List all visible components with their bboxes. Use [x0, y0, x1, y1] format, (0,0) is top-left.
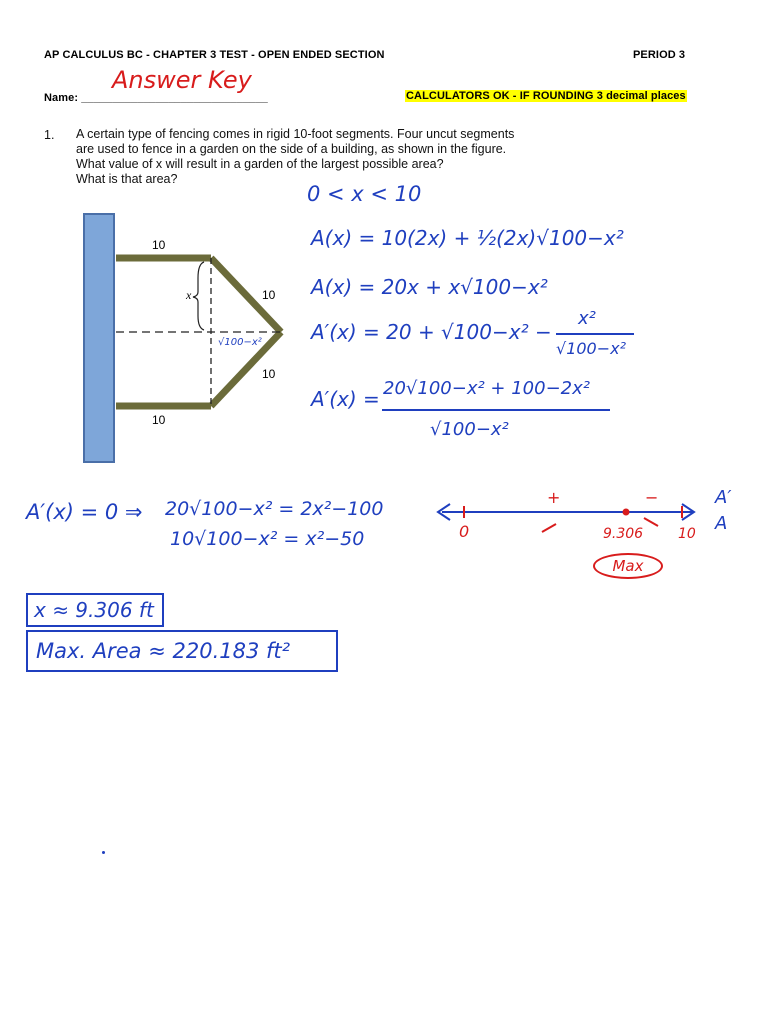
decreasing-arrow — [644, 518, 658, 526]
critical-point-dot — [623, 509, 630, 516]
derivative-2-numerator: 20√100−x² + 100−2x² — [383, 378, 590, 399]
figure-upper-slant-label: 10 — [262, 288, 276, 302]
period-label: PERIOD 3 — [633, 49, 686, 61]
sign-plus: + — [547, 488, 561, 507]
derivative-1-denominator: √100−x² — [556, 339, 627, 358]
figure-bottom-label: 10 — [152, 413, 166, 427]
derivative-1-numerator: x² — [578, 308, 596, 329]
problem-line: are used to fence in a garden on the side of a building, as shown in the figure. — [76, 142, 507, 156]
problem-line: What is that area? — [76, 172, 178, 186]
problem-line: A certain type of fencing comes in rigid 10-foot segments. Four uncut segments — [76, 127, 515, 141]
calculator-note: CALCULATORS OK - IF ROUNDING 3 decimal places — [406, 90, 686, 102]
x-brace — [193, 262, 204, 330]
solve-step-2: 10√100−x² = x²−50 — [170, 528, 365, 550]
stray-dot — [102, 851, 105, 854]
name-label: Name: ______________________________ — [44, 92, 268, 104]
derivative-1-fraction-bar — [556, 333, 634, 335]
figure-x-label: x — [186, 288, 192, 302]
problem-text — [76, 127, 566, 187]
solve-step-1: 20√100−x² = 2x²−100 — [165, 498, 384, 520]
sign-row-function: A — [715, 513, 728, 534]
critical-point-setup: A′(x) = 0 ⇒ — [26, 500, 143, 524]
figure-lower-slant-label: 10 — [262, 367, 276, 381]
sign-chart — [430, 488, 720, 548]
answer-x-value: x ≈ 9.306 ft — [26, 593, 164, 627]
building-wall — [84, 214, 114, 462]
test-title: AP CALCULUS BC - CHAPTER 3 TEST - OPEN ENDED SECTION — [44, 49, 385, 61]
figure-top-label: 10 — [152, 238, 166, 252]
sign-left-endpoint: 0 — [459, 522, 470, 541]
problem-line: What value of x will result in a garden of the largest possible area? — [76, 157, 444, 171]
problem-number: 1. — [44, 128, 55, 142]
sign-row-derivative: A′ — [715, 487, 732, 508]
area-equation-1: A(x) = 10(2x) + ½(2x)√100−x² — [311, 226, 624, 250]
increasing-arrow — [542, 524, 556, 532]
derivative-2-denominator: √100−x² — [430, 419, 509, 440]
max-label: Max — [593, 553, 663, 579]
derivative-equation-2: A′(x) = — [311, 387, 380, 411]
area-equation-2: A(x) = 20x + x√100−x² — [311, 275, 548, 299]
figure-sqrt-label: √100−x² — [218, 337, 262, 348]
sign-minus: − — [645, 488, 659, 507]
answer-max-area: Max. Area ≈ 220.183 ft² — [26, 630, 338, 672]
answer-key-annotation: Answer Key — [112, 66, 252, 94]
derivative-equation-1: A′(x) = 20 + √100−x² − — [311, 320, 552, 344]
domain-statement: 0 < x < 10 — [307, 182, 422, 206]
sign-critical-value: 9.306 — [603, 526, 644, 542]
sign-right-endpoint: 10 — [678, 526, 696, 542]
derivative-2-fraction-bar — [382, 409, 610, 411]
